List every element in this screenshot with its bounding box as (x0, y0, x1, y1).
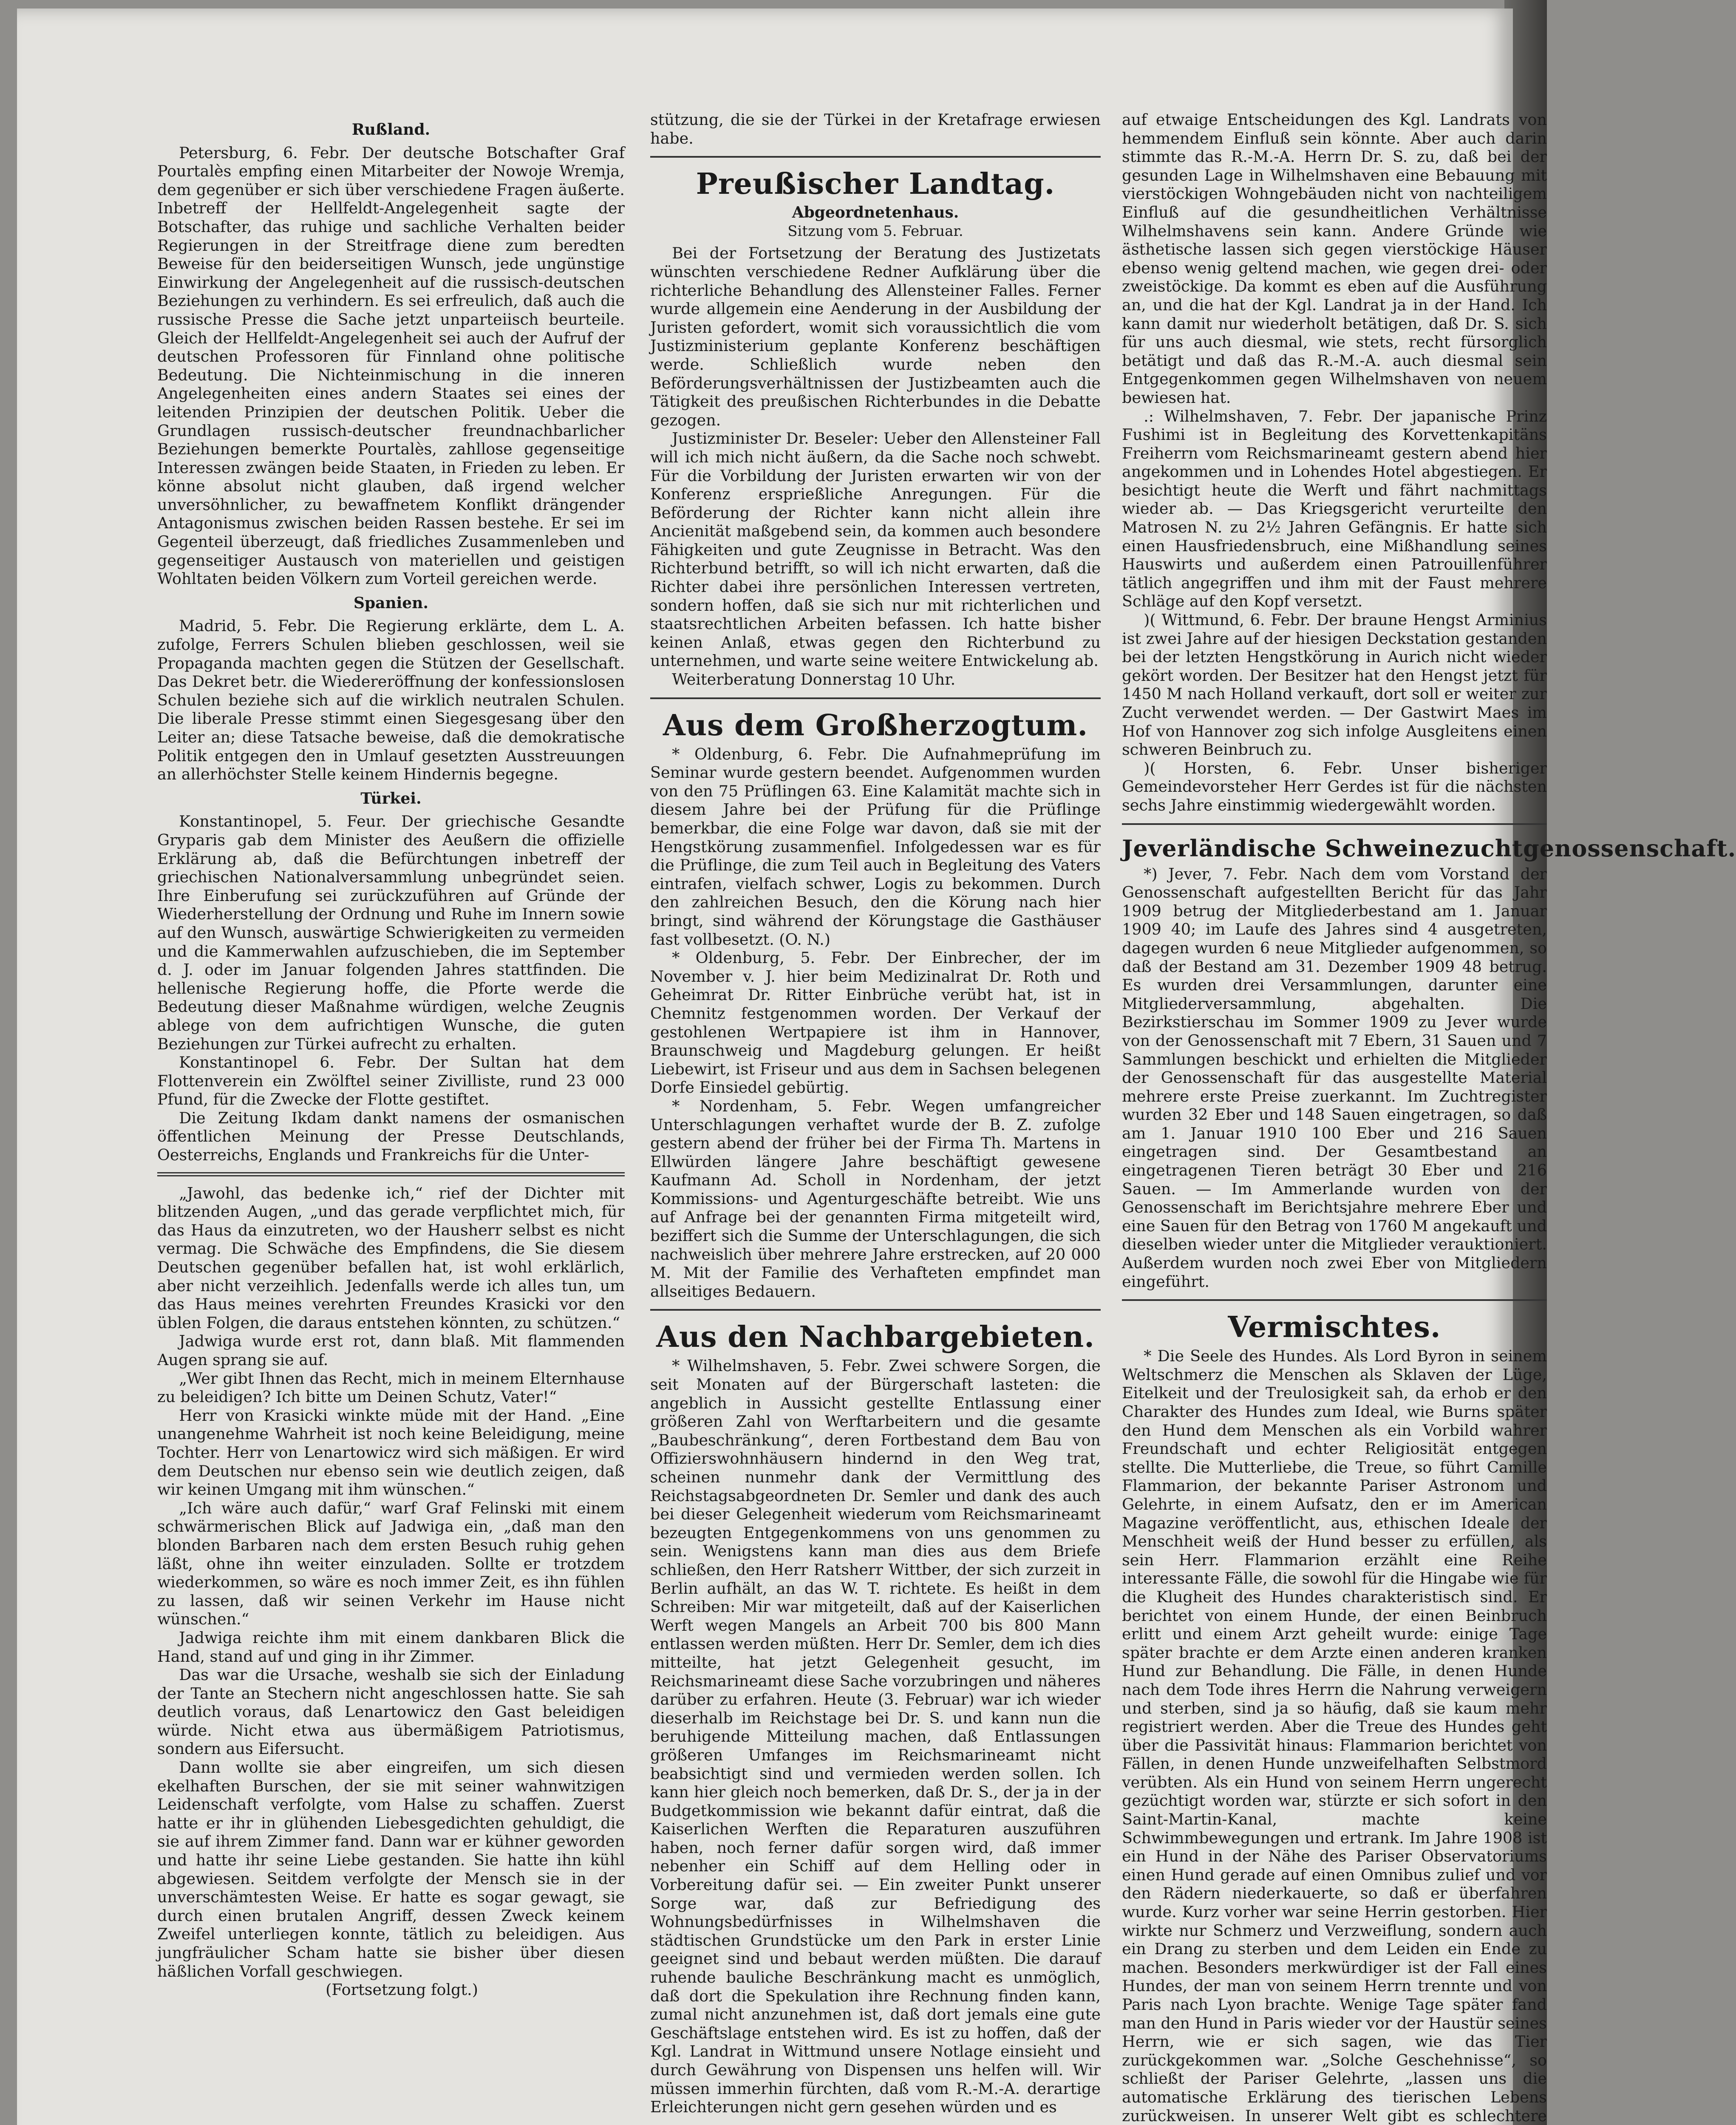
section-heading-tuerkei: Türkei. (360, 789, 422, 808)
article-madrid: Madrid, 5. Febr. Die Regierung erklärte, dem L. A. zufolge, Ferrers Schulen blieben geschlossen, weil sie Propaganda machten gegen die Stützen der Gesellschaft. Das Dekret betr. die Wiedereröffnung der konfessionslosen Schulen beziehe sich auf die wirklich neutralen Schulen. Die liberale Presse stimmt einen Siegesgesang über den Leiter an; diese Tatsache beweise, daß die demokratische Politik entgegen den in Umlauf gesetzten Ausstreuungen an allerhöchster Stelle keinem Hindernis begegne. (157, 617, 625, 784)
nachbargebiete-title: Aus den Nachbargebieten. (656, 1320, 1095, 1354)
novel-paragraph: „Jawohl, das bedenke ich,“ rief der Dichter mit blitzenden Augen, „und das gerade verpflichtet mich, für das Haus da einzutreten, wo der Hausherr selbst es nicht vermag. Die Schwäche des Empfindens, die Sie diesem Deutschen gegenüber befallen hat, ist wohl erklärlich, aber nicht verzeihlich. Jedenfalls werde ich alles tun, um das Haus meines verehrten Freundes Krasicki vor den üblen Folgen, die daraus entstehen könnten, zu schützen.“ (157, 1184, 625, 1332)
landtag-paragraph: Bei der Fortsetzung der Beratung des Justizetats wünschten verschiedene Redner Aufklärung über die richterliche Behandlung des Allensteiner Falles. Ferner wurde allgemein eine Aenderung in der Ausbildung der Juristen gefordert, womit sich voraussichtlich die vom Justizministerium geplante Konferenz beschäftigen werde. Schließlich wurde neben den Beförderungsverhältnissen der Justizbeamten auch die Tätigkeit des preußischen Richterbundes in die Debatte gezogen. (650, 244, 1101, 429)
landtag-subtitle: Abgeordnetenhaus. (792, 204, 959, 222)
landtag-paragraph: Weiterberatung Donnerstag 10 Uhr. (672, 670, 956, 689)
article-petersburg: Petersburg, 6. Febr. Der deutsche Botschafter Graf Pourtalès empfing einen Mitarbeiter der Nowoje Wremja, dem gegenüber er sich über verschiedene Fragen äußerte. Inbetreff der Hellfeldt-Angelegenheit sagte der Botschafter, das ruhige und sachliche Verhalten beider Regierungen in der Streitfrage diene zum beredten Beweise für den beiderseitigen Wunsch, jede ungünstige Einwirkung der Angelegenheit auf die russisch-deutschen Beziehungen zu verhindern. Es sei erfreulich, daß auch die russische Presse die Sache jetzt unparteiisch beurteile. Gleich der Hellfeldt-Angelegenheit sei auch der Aufruf der deutschen Professoren für Finnland ohne politische Bedeutung. Die Nichteinmischung in die inneren Angelegenheiten eines andern Staates sei eines der leitenden Prinzipien der deutschen Politik. Ueber die Grundlagen russisch-deutscher freundnachbarlicher Beziehungen bemerkte Pourtalès, zahllose gegenseitige Interessen zwängen beide Staaten, in Frieden zu leben. Er könne absolut nicht glauben, daß irgend welcher unversöhnlicher, zu bewaffnetem Konflikt drängender Antagonismus zwischen beiden Rassen bestehe. Er sei im Gegenteil überzeugt, daß friedliches Zusammenleben und gegenseitiger Austausch von materiellen und geistigen Wohltaten beiden Völkern zum Vorteil gereichen werde. (157, 143, 625, 588)
section-divider (650, 156, 1101, 158)
article-horsten: )( Horsten, 6. Febr. Unser bisheriger Gemeindevorsteher Herr Gerdes ist für die nächsten sechs Jahre einstimmig wiedergewählt worden. (1122, 759, 1547, 814)
article-jever: *) Jever, 7. Febr. Nach dem vom Vorstand der Genossenschaft aufgestellten Bericht für das Jahr 1909 betrug der Mitgliederbestand am 1. Januar 1909 40; im Laufe des Jahres sind 4 ausgetreten, dagegen wurden 6 neue Mitglieder aufgenommen, so daß der Bestand am 31. Dezember 1909 48 betrug. Es wurden drei Versammlungen, darunter eine Mitgliederversammlung, abgehalten. Die Bezirkstierschau im Sommer 1909 zu Jever wurde von der Genossenschaft mit 7 Ebern, 31 Sauen und 7 Sammlungen beschickt und erhielten die Mitglieder der Genossenschaft für das ausgestellte Material mehrere erste Preise zuerkannt. Im Zuchtregister wurden 32 Eber und 148 Sauen eingetragen, so daß am 1. Januar 1910 100 Eber und 216 Sauen eingetragen sind. Der Gesamtbestand an eingetragenen Tieren beträgt 30 Eber und 216 Sauen. — Im Ammerlande wurden von der Genossenschaft im Berichtsjahre mehrere Eber und eine Sauen für den Betrag von 1760 M angekauft und dieselben wieder unter die Mitglieder verauktioniert. Außerdem wurden noch zwei Eber von Mitgliedern eingeführt. (1122, 864, 1547, 1291)
column-right (1122, 110, 1736, 2125)
landtag-session: Sitzung vom 5. Februar. (787, 222, 963, 240)
newspaper-page (17, 8, 1736, 2125)
landtag-title: Preußischer Landtag. (696, 167, 1055, 201)
feuilleton-divider (157, 1172, 625, 1176)
article-konstantinopel-1: Konstantinopel, 5. Feur. Der griechische Gesandte Gryparis gab dem Minister des Aeußern die offizielle Erklärung ab, daß die Befürchtungen inbetreff der griechischen Nationalversammlung unbegründet seien. Ihre Einberufung sei zurückzuführen auf Gründe der Wiederherstellung der Ordnung und Ruhe im Innern sowie auf den Wunsch, auswärtige Schwierigkeiten zu vermeiden und die Kammerwahlen aufzuschieben, die im September d. J. oder im Januar folgenden Jahres stattfinden. Die hellenische Regierung hoffe, die Pforte werde die Bedeutung dieser Maßnahme würdigen, welche Zeugnis ablege von dem aufrichtigen Wunsche, die guten Beziehungen zur Türkei aufrecht zu erhalten. (157, 812, 625, 1053)
article-seele-des-hundes: * Die Seele des Hundes. Als Lord Byron in seinem Weltschmerz die Menschen als Sklaven der Lüge, Eitelkeit und der Treulosigkeit sah, da erhob er den Charakter des Hundes zum Ideal, wie Burns später den Hund dem Menschen als ein Vorbild wahrer Freundschaft und echter Religiosität entgegen stellte. Die Mutterliebe, die Treue, so führt Camille Flammarion, der bekannte Pariser Astronom und Gelehrte, in einem Aufsatz, den er im American Magazine veröffentlicht, aus, ethischen Ideale der Menschheit weiß der Hund besser zu erfüllen, als sein Herr. Flammarion erzählt eine Reihe interessante Fälle, die sowohl für die Hingabe wie für die Klugheit des Hundes charakteristisch sind. Er berichtet von einem Hunde, der einen Beinbruch erlitt und einem Arzt geheilt wurde: einige Tage später brachte er dem Arzte einen anderen kranken Hund zur Behandlung. Die Fälle, in denen Hunde nach dem Tode ihres Herrn die Nahrung verweigern und sterben, sind ja so häufig, daß sie kaum mehr registriert werden. Aber die Treue des Hundes geht über die Passivität hinaus: Flammarion berichtet von Fällen, in denen Hunde unzweifelhaften Selbstmord verübten. Als ein Hund von seinem Herrn ungerecht gezüchtigt worden war, stürzte er sich sofort in den Saint-Martin-Kanal, machte keine Schwimmbewegungen und ertrank. Im Jahre 1908 ist ein Hund in der Nähe des Pariser Observatoriums einen Hund gerade auf einen Omnibus zulief und vor den Rädern niederkauerte, so daß er überfahren wurde. Kurz vorher war seine Herrin gestorben. Hier wirkte nur Schmerz und Verzweiflung, sondern auch ein Drang zu sterben und dem Leiden ein Ende zu machen. Besonders merkwürdiger ist der Fall eines Hundes, der man von seinem Herrn trennte und von Paris nach Lyon brachte. Wenige Tage später fand man den Hund in Paris wieder vor der Haustür seines Herrn, wie er sich sagen, wie das Tier zurückgekommen war. „Solche Geschehnisse“, so schließt der Pariser Gelehrte, „lassen uns die automatische Erklärung des tierischen Lebens zurückweisen. In unserer Welt gibt es schlechtere (1122, 1347, 1547, 2125)
column-middle (650, 110, 1101, 2116)
novel-paragraph: Dann wollte sie aber eingreifen, um sich diesen ekelhaften Burschen, der sie mit seiner wahnwitzigen Leidenschaft verfolgte, vom Halse zu schaffen. Zuerst hatte er ihr in glühenden Liebesgedichten gehuldigt, die sie auf ihrem Zimmer fand. Dann war er kühner geworden und hatte ihr seine Liebe gestanden. Sie hatte ihn kühl abgewiesen. Seitdem verfolgte der Mensch sie in der unverschämtesten Weise. Er hatte es sogar gewagt, sie durch einen brutalen Angriff, dessen Zweck keinem Zweifel unterliegen konnte, tätlich zu beleidigen. Aus jungfräulicher Scham hatte sie bisher über diesen häßlichen Vorfall geschwiegen. (157, 1758, 625, 1980)
section-heading-spanien: Spanien. (354, 594, 428, 612)
article-konstantinopel-2: Konstantinopel 6. Febr. Der Sultan hat dem Flottenverein ein Zwölftel seiner Zivilliste, rund 23 000 Pfund, für die Zwecke der Flotte gestiftet. (157, 1053, 625, 1109)
article-continuation: stützung, die sie der Türkei in der Kretafrage erwiesen habe. (650, 110, 1101, 147)
novel-paragraph: Jadwiga reichte ihm mit einem dankbaren Blick die Hand, stand auf und ging in ihr Zimmer. (157, 1628, 625, 1666)
novel-paragraph: „Wer gibt Ihnen das Recht, mich in meinem Elternhause zu beleidigen? Ich bitte um Deinen Schutz, Vater!“ (157, 1369, 625, 1406)
article-nordenham: * Nordenham, 5. Febr. Wegen umfangreicher Unterschlagungen verhaftet wurde der B. Z. zufolge gestern abend der früher bei der Firma Th. Martens in Ellwürden längere Jahre beschäftigt gewesene Kaufmann Ad. Scholl in Nordenham, der jetzt Kommissions- und Agenturgeschäfte betreibt. Wie uns auf Anfrage bei der genannten Firma mitgeteilt wird, beziffert sich die Summe der Unterschlagungen, die sich nachweislich über mehrere Jahre erstrecken, auf 20 000 M. Mit der Familie des Verhafteten empfindet man allseitiges Bedauern. (650, 1096, 1101, 1300)
article-wittmund: )( Wittmund, 6. Febr. Der braune Hengst Arminius ist zwei Jahre auf der hiesigen Deckstation gestanden bei der letzten Hengstkörung in Aurich nicht wieder gekört worden. Der Besitzer hat den Hengst jetzt für 1450 M nach Holland verkauft, dort soll er weiter zur Zucht verwendet werden. — Der Gastwirt Maes im Hof von Hannover zog sich infolge Ausgleitens einen schweren Beinbruch zu. (1122, 611, 1547, 759)
article-wilhelmshaven-1: * Wilhelmshaven, 5. Febr. Zwei schwere Sorgen, die seit Monaten auf der Bürgerschaft lasteten: die angeblich in Aussicht gestellte Entlassung einer größeren Zahl von Werftarbeitern und die gesamte „Baubeschränkung“, deren Fortbestand dem Bau von Offizierswohnhäusern hindernd in den Weg trat, scheinen nunmehr dank der Vermittlung des Reichstagsabgeordneten Dr. Semler und dank des auch bei dieser Gelegenheit wiederum vom Reichsmarineamt bezeugten Entgegenkommens von uns genommen zu sein. Wenigstens kann man dies aus dem Briefe schließen, den Herr Ratsherr Wittber, der sich zurzeit in Berlin aufhält, an das W. T. richtete. Es heißt in dem Schreiben: Mir war mitgeteilt, daß auf der Kaiserlichen Werft wegen Mangels an Arbeit 700 bis 800 Mann entlassen werden müßten. Herr Dr. Semler, dem ich dies mitteilte, hat jetzt Gelegenheit gesucht, im Reichsmarineamt diese Sache vorzubringen und näheres darüber zu erfahren. Heute (3. Februar) war ich wieder dieserhalb im Reichstage bei Dr. S. und kann nun die beruhigende Mitteilung machen, daß Entlassungen größeren Umfanges im Reichsmarineamt nicht beabsichtigt sind und vermieden werden sollen. Ich kann hier gleich noch bemerken, daß Dr. S., der ja in der Budgetkommission wie bekannt dafür eintrat, daß die Kaiserlichen Werften die Reparaturen auszuführen haben, noch ferner dafür sorgen wird, daß immer nebenher ein Schiff auf dem Helling oder in Vorbereitung dafür sei. — Ein zweiter Punkt unserer Sorge war, daß zur Befriedigung des Wohnungsbedürfnisses in Wilhelmshaven die städtischen Grundstücke um den Park in erster Linie geeignet sind und bebaut werden müßten. Die darauf ruhende bauliche Beschränkung macht es unmöglich, daß dort die Spekulation ihre Rechnung finden kann, zumal nicht anzunehmen ist, daß dort jemals eine gute Geschäftslage entstehen wird. Es ist zu hoffen, daß der Kgl. Landrat in Wittmund unsere Notlage einsieht und durch Gewährung von Dispensen uns helfen will. Wir müssen immerhin fürchten, daß vom R.-M.-A. derartige Erleichterungen nicht gern gesehen würden und es (650, 1357, 1101, 2116)
vermischtes-title: Vermischtes. (1228, 1310, 1441, 1345)
section-divider (650, 697, 1101, 699)
article-wilhelmshaven-continued: auf etwaige Entscheidungen des Kgl. Landrats von hemmendem Einfluß sein könnte. Aber auch darin stimmte das R.-M.-A. Herrn Dr. S. zu, daß bei der gesunden Lage in Wilhelmshaven eine Bebauung mit vierstöckigen Wohngebäuden nicht von nachteiligem Einfluß auf die gesundheitlichen Verhältnisse Wilhelmshavens sein kann. Andere Gründe wie ästhetische lassen sich gegen vierstöckige Häuser ebenso wenig geltend machen, wie gegen drei- oder zweistöckige. Da kommt es eben auf die Ausführung an, und die hat der Kgl. Landrat ja in der Hand. Ich kann damit nur wiederholt betätigen, daß Dr. S. sich für uns auch diesmal, wie stets, recht fürsorglich betätigt und daß das R.-M.-A. auch diesmal sein Entgegenkommen gegen Wilhelmshaven von neuem bewiesen hat. (1122, 110, 1547, 407)
article-oldenburg-1: * Oldenburg, 6. Febr. Die Aufnahmeprüfung im Seminar wurde gestern beendet. Aufgenommen wurden von den 75 Prüflingen 63. Eine Kalamität machte sich in diesem Jahre bei der Prüfung für die Prüflinge bemerkbar, die eine Folge war davon, daß sie mit der Hengstkörung zusammenfiel. Infolgedessen war es für die Prüflinge, die zum Teil auch in Begleitung des Vaters eintrafen, vielfach schwer, Logis zu bekommen. Durch den zahlreichen Besuch, den die Körung nach hier bringt, sind während der Körungstage die Gasthäuser fast vollbesetzt. (O. N.) (650, 745, 1101, 949)
article-wilhelmshaven-2: .: Wilhelmshaven, 7. Febr. Der japanische Prinz Fushimi ist in Begleitung des Korvettenkapitäns Freiherrn vom Reichsmarineamt gestern abend hier angekommen und in Lohendes Hotel abgestiegen. Er besichtigt heute die Werft und fährt nachmittags wieder ab. — Das Kriegsgericht verurteilte den Matrosen N. zu 2½ Jahren Gefängnis. Er hatte sich einen Hausfriedensbruch, eine Mißhandlung seines Hauswirts und außerdem einen Patrouillenführer tätlich angegriffen und ihm mit der Faust mehrere Schläge auf den Kopf versetzt. (1122, 407, 1547, 611)
novel-paragraph: Herr von Krasicki winkte müde mit der Hand. „Eine unangenehme Wahrheit ist noch keine Beleidigung, meine Tochter. Herr von Lenartowicz wird sich mäßigen. Er wird dem Deutschen nur ebenso sein wie deutlich zeigen, daß wir keinen Umgang mit ihm wünschen.“ (157, 1406, 625, 1499)
section-divider (1122, 823, 1547, 825)
section-divider (650, 1309, 1101, 1311)
landtag-paragraph: Justizminister Dr. Beseler: Ueber den Allensteiner Fall will ich mich nicht äußern, da die Sache noch schwebt. Für die Vorbildung der Juristen erwarten wir von der Konferenz ersprießliche Anregungen. Für die Beförderung der Richter kann nicht allein ihre Ancienität maßgebend sein, da kommen auch besondere Fähigkeiten und gute Zeugnisse in Betracht. Was den Richterbund betrifft, so will ich nicht erwarten, daß die Richter dabei ihre persönlichen Interessen vertreten, sondern hoffen, daß sie sich nur mit richterlichen und staatsrechtlichen Arbeiten befassen. Ich hatte bisher keinen Anlaß, etwas gegen den Richterbund zu unternehmen, und warte seine weitere Entwickelung ab. (650, 429, 1101, 670)
grossherzogtum-title: Aus dem Großherzogtum. (663, 708, 1088, 742)
article-ikdam: Die Zeitung Ikdam dankt namens der osmanischen öffentlichen Meinung der Presse Deutschlands, Oesterreichs, Englands und Frankreichs für die Unter- (157, 1108, 625, 1164)
article-oldenburg-2: * Oldenburg, 5. Febr. Der Einbrecher, der im November v. J. hier beim Medizinalrat Dr. Roth und Geheimrat Dr. Ritter Einbrüche verübt hat, ist in Chemnitz festgenommen worden. Der Verkauf der gestohlenen Wertpapiere ist ihm in Hannover, Braunschweig und Magdeburg gelungen. Er heißt Liebewirt, ist Friseur und aus dem in Sachsen belegenen Dorfe Einsiedel gebürtig. (650, 949, 1101, 1097)
novel-paragraph: Das war die Ursache, weshalb sie sich der Einladung der Tante an Stechern nicht angeschlossen hatte. Sie sah deutlich voraus, daß Lenartowicz den Gast beleidigen würde. Nicht etwa aus übermäßigem Patriotismus, sondern aus Eifersucht. (157, 1666, 625, 1758)
section-heading-russland: Rußland. (351, 121, 430, 139)
section-divider (1122, 1299, 1547, 1301)
novel-paragraph: Jadwiga wurde erst rot, dann blaß. Mit flammenden Augen sprang sie auf. (157, 1332, 625, 1369)
novel-paragraph: „Ich wäre auch dafür,“ warf Graf Felinski mit einem schwärmerischen Blick auf Jadwiga ein, „daß man den blonden Barbaren nach dem ersten Besuch ruhig gehen läßt, ohne ihn weiter einzuladen. Sollte er trotzdem wiederkommen, so wäre es noch immer Zeit, es ihn fühlen zu lassen, daß wir seinen Verkehr im Hause nicht wünschen.“ (157, 1499, 625, 1629)
column-left (157, 115, 625, 1999)
novel-continuation-note: (Fortsetzung folgt.) (326, 1980, 478, 1999)
jever-title: Jeverländische Schweinezuchtgenossenschaft. (1122, 834, 1736, 862)
